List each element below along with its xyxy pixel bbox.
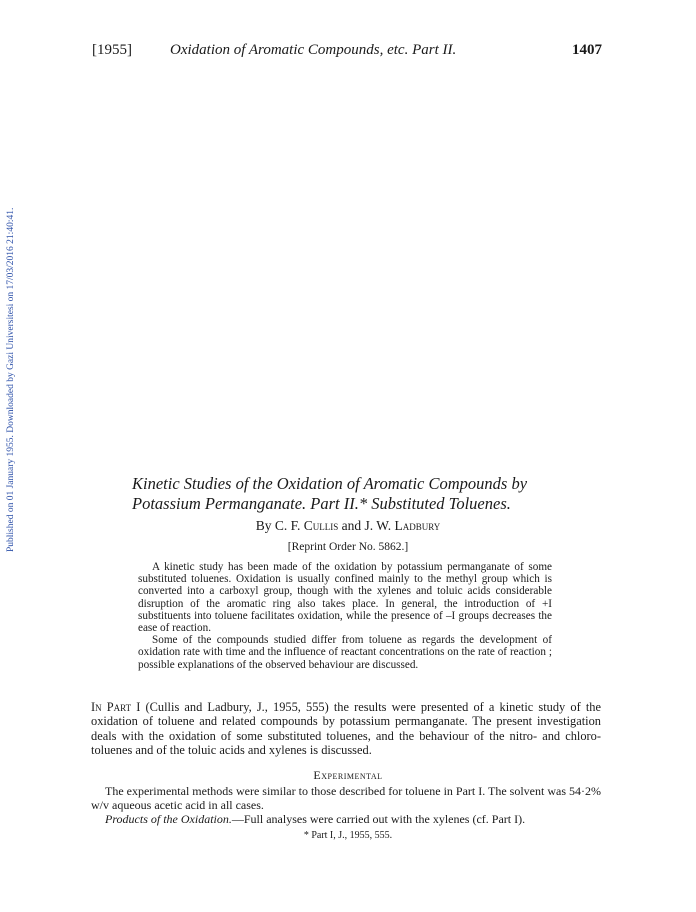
introduction-lead: In Part I (91, 700, 141, 714)
download-watermark-text: Published on 01 January 1955. Downloaded by Gazi Universitesi on 17/03/2016 21:40:41. (6, 207, 16, 552)
section-heading-experimental: Experimental (313, 768, 383, 782)
abstract-paragraph-1: A kinetic study has been made of the oxidation by potassium permanganate of some substituted toluenes. Oxidation is usually confined mainly to the methyl group which is converted into a carboxyl group, though with the xylenes and toluic acids considerable disruption of the aromatic ring also takes place. In general, the introduction of +I substituents into toluene facilitates oxidation, while the presence of –I groups decreases the ease of reaction. (138, 561, 552, 635)
download-watermark (4, 160, 18, 552)
header-page-number: 1407 (572, 42, 602, 58)
article-title (132, 474, 572, 514)
article-title-line-1: Kinetic Studies of the Oxidation of Aromatic Compounds by (132, 474, 528, 493)
abstract-paragraph-2: Some of the compounds studied differ from toluene as regards the development of oxidation rate with time and the influence of reactant concentrations on the rate of reaction ; possible explanations of the observed behaviour are discussed. (138, 634, 552, 671)
experimental-section (91, 785, 601, 826)
author-and: and (341, 518, 362, 533)
introduction-text: (Cullis and Ladbury, J., 1955, 555) the results were presented of a kinetic study of the oxidation of toluene and related compounds by potassium permanganate. The present investigation deals with the oxidation of some substituted toluenes, and the behaviour of the nitro- and chloro-toluenes and of the toluic acids and xylenes is discussed. (91, 700, 601, 758)
reprint-order: [Reprint Order No. 5862.] (287, 541, 409, 553)
abstract (138, 561, 552, 671)
author-cullis: C. F. Cullis (274, 518, 339, 533)
author-line (0, 518, 696, 534)
products-text: —Full analyses were carried out with the xylenes (cf. Part I). (231, 811, 526, 826)
footnote: * Part I, J., 1955, 555. (303, 830, 393, 841)
author-by: By (255, 518, 272, 533)
header-year: [1955] (92, 42, 132, 58)
header-running-title: Oxidation of Aromatic Compounds, etc. Part II. (170, 42, 457, 58)
products-heading: Products of the Oxidation. (105, 811, 232, 826)
experimental-paragraph-2 (91, 813, 601, 827)
running-header (92, 42, 602, 62)
article-title-line-2: Potassium Permanganate. Part II.* Substituted Toluenes. (132, 494, 511, 513)
author-ladbury: J. W. Ladbury (364, 518, 441, 533)
introduction-paragraph (91, 700, 601, 758)
introduction (91, 700, 601, 758)
experimental-paragraph-1: The experimental methods were similar to those described for toluene in Part I. The solvent was 54·2% w/v aqueous acetic acid in all cases. (91, 784, 601, 812)
